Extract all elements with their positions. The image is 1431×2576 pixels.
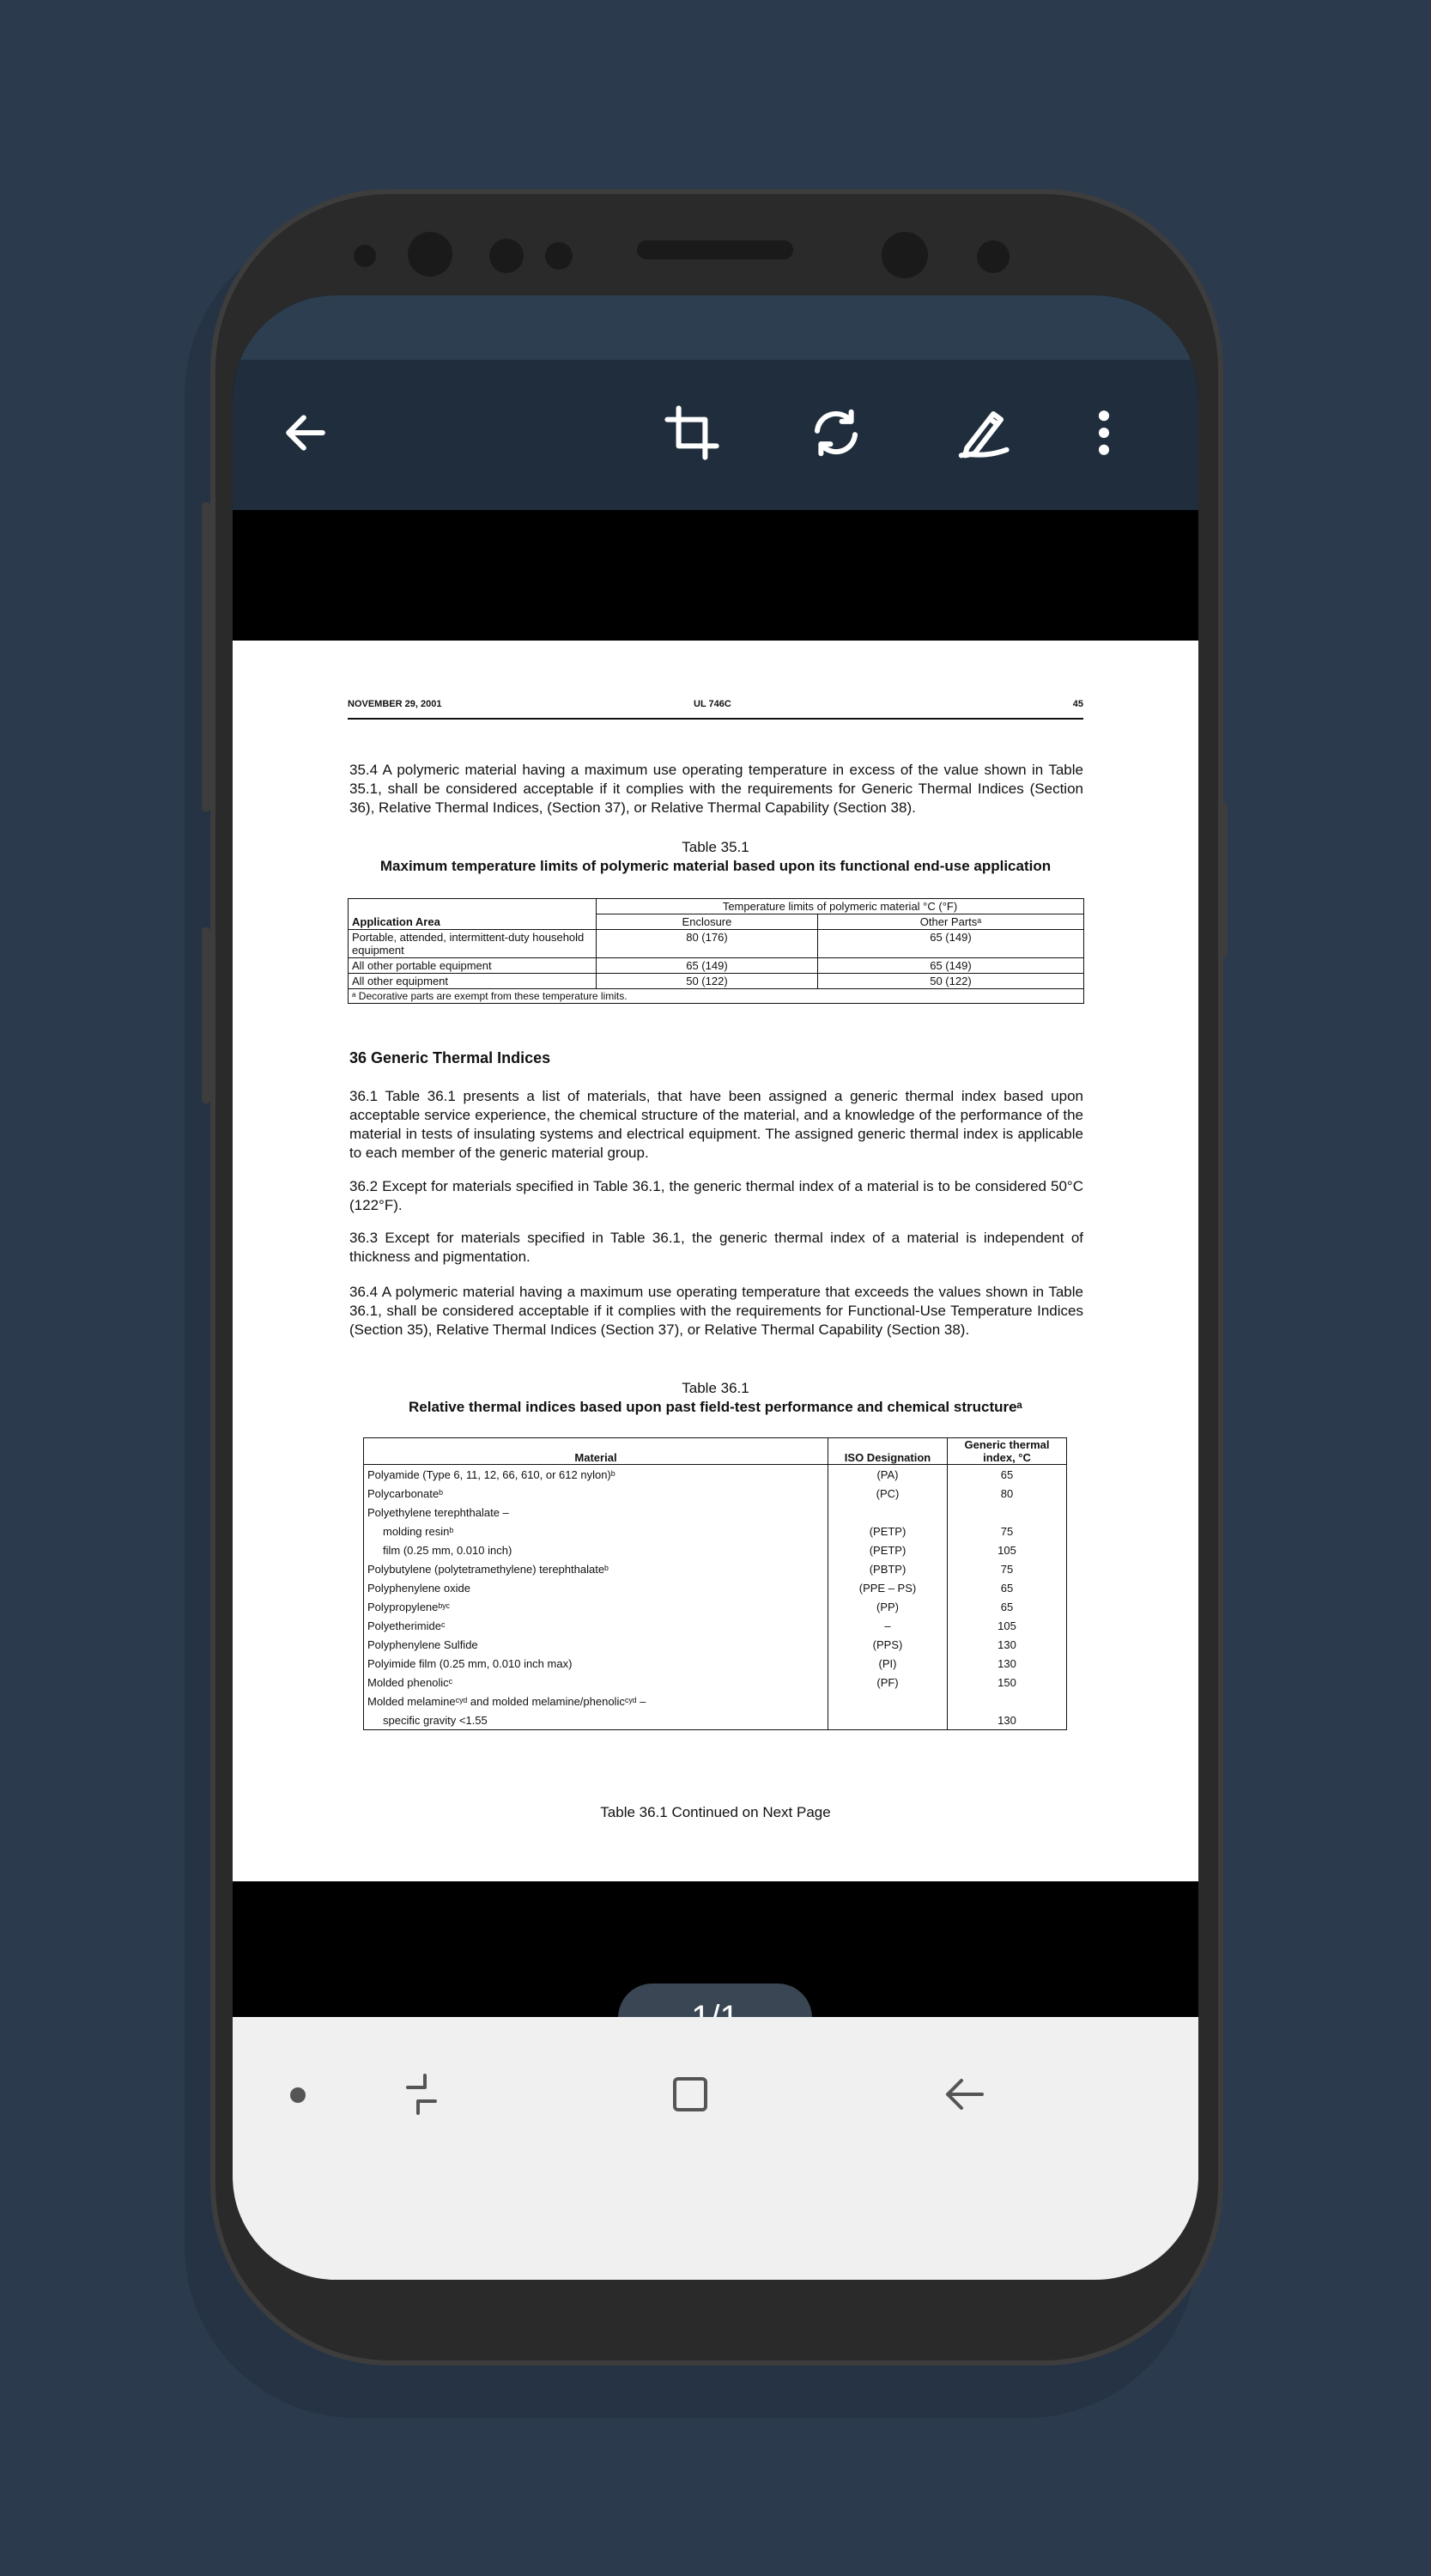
more-options-button[interactable]	[1057, 386, 1151, 480]
paragraph-36-1: 36.1 Table 36.1 presents a list of materials, that have been assigned a generic thermal index based upon acceptable service experience, the chemical structure of the material, and a knowledge of the performance of the material in tests of insulating systems and electrical equipment. The assigned generic thermal index is applicable to each member of the generic material group.	[349, 1088, 1083, 1161]
table-cell: (PETP)	[828, 1522, 948, 1540]
iris-camera	[882, 232, 928, 278]
table-cell: Polyphenylene Sulfide	[364, 1635, 828, 1654]
table-row	[364, 1578, 1067, 1597]
table-cell	[828, 1710, 948, 1730]
table-number: Table 36.1	[682, 1380, 749, 1396]
table-cell: 80	[948, 1484, 1067, 1503]
app-toolbar	[233, 360, 1198, 510]
table-cell: All other portable equipment	[349, 958, 597, 974]
table-cell: film (0.25 mm, 0.010 inch)	[364, 1540, 828, 1559]
table-header: Application Area	[349, 899, 597, 930]
table-header: Other Partsᵃ	[817, 914, 1083, 930]
table-cell: Polycarbonateᵇ	[364, 1484, 828, 1503]
system-nav-bar	[233, 2017, 1198, 2280]
table-row	[364, 1465, 1067, 1485]
side-button	[202, 502, 210, 811]
table-cell: 130	[948, 1635, 1067, 1654]
table-cell: (PP)	[828, 1597, 948, 1616]
table-row	[364, 1692, 1067, 1710]
table-cell: (PETP)	[828, 1540, 948, 1559]
table-35-1-caption	[348, 838, 1083, 876]
table-cell: molding resinᵇ	[364, 1522, 828, 1540]
table-cell: Polyamide (Type 6, 11, 12, 66, 610, or 612 nylon)ᵇ	[364, 1465, 828, 1485]
nav-indicator-dot	[290, 2087, 306, 2103]
table-number: Table 35.1	[682, 839, 749, 855]
crop-icon	[664, 404, 720, 461]
home-icon	[664, 2069, 716, 2120]
rotate-icon	[808, 404, 864, 461]
table-footnote: ᵃ Decorative parts are exempt from these temperature limits.	[349, 989, 1084, 1004]
table-cell: 65 (149)	[817, 930, 1083, 958]
side-button	[1219, 803, 1228, 957]
header-date: NOVEMBER 29, 2001	[348, 699, 442, 709]
table-header: Temperature limits of polymeric material °C (°F)	[597, 899, 1084, 914]
table-row	[349, 974, 1084, 989]
table-cell: Polyetherimideᶜ	[364, 1616, 828, 1635]
table-row	[364, 1540, 1067, 1559]
table-row	[364, 1559, 1067, 1578]
table-cell: Molded melamineᶜʸᵈ and molded melamine/phenolicᶜʸᵈ –	[364, 1692, 828, 1710]
annotate-button[interactable]	[935, 386, 1029, 480]
table-cell	[828, 1503, 948, 1522]
table-cell: specific gravity <1.55	[364, 1710, 828, 1730]
sensor-dot	[977, 240, 1010, 273]
table-cell: (PA)	[828, 1465, 948, 1485]
table-title: Maximum temperature limits of polymeric material based upon its functional end-use application	[379, 858, 1052, 874]
table-35-1	[348, 898, 1084, 1004]
table-cell: 65 (149)	[597, 958, 818, 974]
table-row	[364, 1673, 1067, 1692]
table-cell: 65	[948, 1465, 1067, 1485]
table-header: ISO Designation	[828, 1438, 948, 1465]
more-vertical-icon	[1076, 404, 1132, 461]
table-cell: Polypropyleneᵇʸᶜ	[364, 1597, 828, 1616]
page-header	[348, 699, 1083, 720]
table-row	[364, 1635, 1067, 1654]
paragraph-36-4: 36.4 A polymeric material having a maximum use operating temperature that exceeds the values shown in Table 36.1, shall be considered acceptable if it complies with the requirements for Functional-Use Temperature Indices (Section 35), Relative Thermal Indices (Section 37), or Relative Thermal Capability (Section 38).	[349, 1284, 1083, 1338]
table-cell: 105	[948, 1616, 1067, 1635]
table-row	[364, 1503, 1067, 1522]
table-cell: (PC)	[828, 1484, 948, 1503]
table-cell: Polyimide film (0.25 mm, 0.010 inch max)	[364, 1654, 828, 1673]
table-cell: 65 (149)	[817, 958, 1083, 974]
table-cell: (PPE – PS)	[828, 1578, 948, 1597]
table-cell: 130	[948, 1654, 1067, 1673]
front-camera	[408, 232, 452, 276]
table-row	[364, 1597, 1067, 1616]
table-cell: 105	[948, 1540, 1067, 1559]
table-cell: (PF)	[828, 1673, 948, 1692]
nav-back-button[interactable]	[926, 2056, 1004, 2133]
table-cell: 130	[948, 1710, 1067, 1730]
table-cell: (PPS)	[828, 1635, 948, 1654]
table-cell: 50 (122)	[817, 974, 1083, 989]
home-button[interactable]	[652, 2056, 729, 2133]
table-header: Generic thermal index, °C	[948, 1438, 1067, 1465]
earpiece-speaker	[637, 240, 793, 259]
table-cell: Portable, attended, intermittent-duty household equipment	[349, 930, 597, 958]
table-row	[364, 1616, 1067, 1635]
document-page	[233, 641, 1198, 1881]
document-viewer[interactable]	[233, 510, 1198, 2017]
table-cell: 65	[948, 1597, 1067, 1616]
paragraph-36-3: 36.3 Except for materials specified in Table 36.1, the generic thermal index of a material is independent of thickness and pigmentation.	[349, 1230, 1083, 1265]
table-title: Relative thermal indices based upon past field-test performance and chemical structureᵃ	[409, 1399, 1022, 1415]
crop-button[interactable]	[645, 386, 739, 480]
sensor-dot	[489, 239, 524, 273]
table-row	[364, 1710, 1067, 1730]
table-cell: (PBTP)	[828, 1559, 948, 1578]
table-row	[349, 930, 1084, 958]
table-row	[364, 1484, 1067, 1503]
table-row	[349, 958, 1084, 974]
table-cell: Polyphenylene oxide	[364, 1578, 828, 1597]
table-cell: 50 (122)	[597, 974, 818, 989]
pen-icon	[954, 404, 1010, 461]
table-cell: 150	[948, 1673, 1067, 1692]
table-row	[364, 1522, 1067, 1540]
status-bar	[233, 295, 1198, 360]
table-cell	[948, 1503, 1067, 1522]
table-36-1-caption	[348, 1379, 1083, 1417]
header-page-number: 45	[1072, 699, 1083, 709]
table-cell	[948, 1692, 1067, 1710]
section-heading: 36 Generic Thermal Indices	[349, 1049, 551, 1066]
back-arrow-icon	[277, 404, 334, 461]
table-cell: Molded phenolicᶜ	[364, 1673, 828, 1692]
table-cell: 65	[948, 1578, 1067, 1597]
rotate-button[interactable]	[789, 386, 883, 480]
paragraph-35-4: 35.4 A polymeric material having a maximum use operating temperature in excess of the value shown in Table 35.1, shall be considered acceptable if it complies with the requirements for Generic Thermal Indices (Section 36), Relative Thermal Indices, (Section 37), or Relative Thermal Capability (Section 38).	[349, 762, 1083, 816]
header-standard: UL 746C	[694, 699, 731, 709]
table-header: Enclosure	[597, 914, 818, 930]
table-cell: 80 (176)	[597, 930, 818, 958]
nav-back-icon	[939, 2069, 991, 2120]
recents-icon	[396, 2069, 447, 2120]
table-cell: 75	[948, 1559, 1067, 1578]
side-button	[202, 927, 210, 1103]
table-cell: All other equipment	[349, 974, 597, 989]
recents-button[interactable]	[383, 2056, 460, 2133]
table-cell: Polybutylene (polytetramethylene) terephthalateᵇ	[364, 1559, 828, 1578]
paragraph-36-2: 36.2 Except for materials specified in Table 36.1, the generic thermal index of a material is to be considered 50°C (122°F).	[349, 1178, 1083, 1213]
table-36-1	[363, 1437, 1067, 1730]
table-cell: Polyethylene terephthalate –	[364, 1503, 828, 1522]
table-header: Material	[364, 1438, 828, 1465]
back-button[interactable]	[258, 386, 353, 480]
table-continued-note: Table 36.1 Continued on Next Page	[600, 1804, 831, 1820]
table-cell: –	[828, 1616, 948, 1635]
table-cell: 75	[948, 1522, 1067, 1540]
table-row	[364, 1654, 1067, 1673]
sensor-dot	[545, 242, 573, 270]
table-cell: (PI)	[828, 1654, 948, 1673]
phone-screen	[233, 295, 1198, 2280]
table-cell	[828, 1692, 948, 1710]
sensor-dot	[354, 245, 376, 267]
